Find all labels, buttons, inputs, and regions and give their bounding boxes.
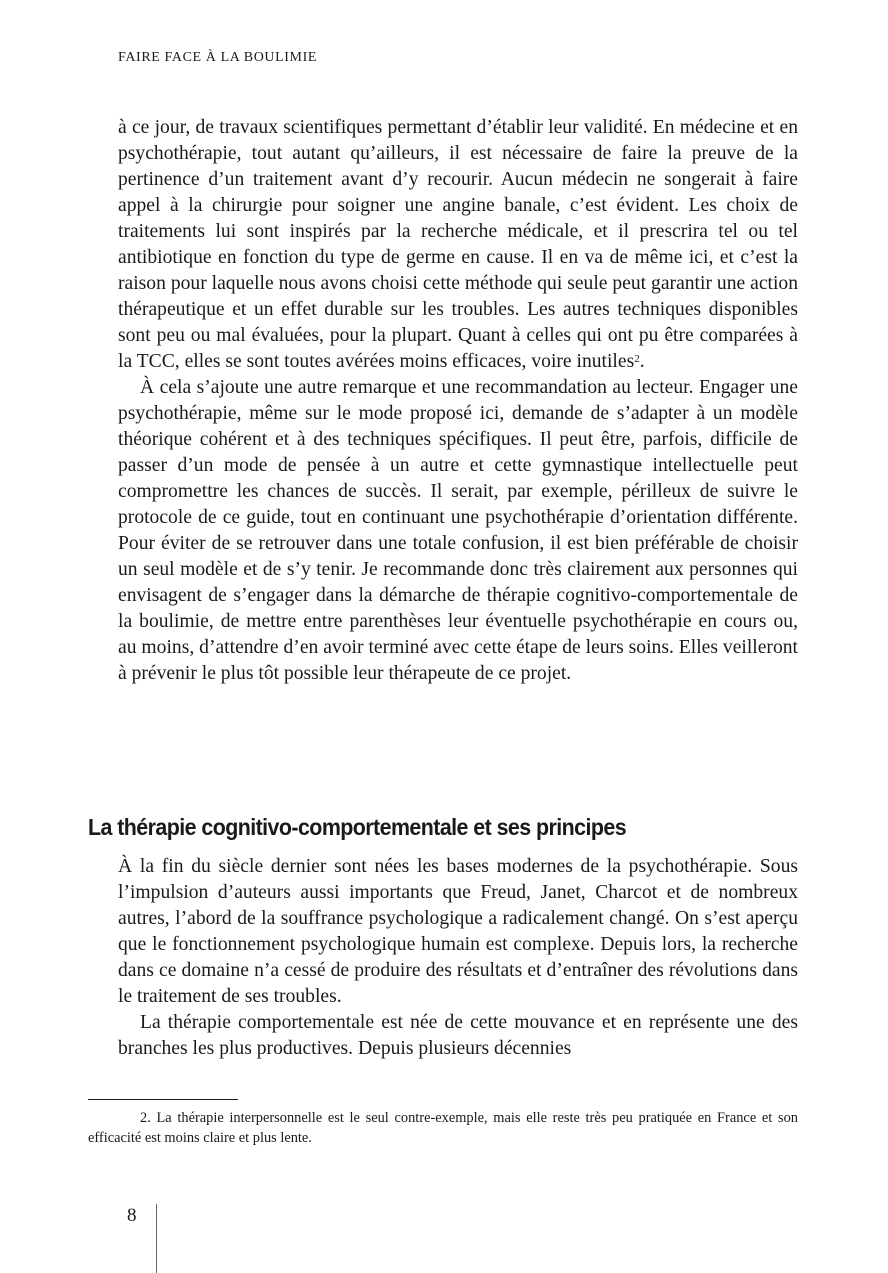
- paragraph: La thérapie comportementale est née de cette mouvance et en représente une des branches les plus productives. Depuis plusieurs décennies: [118, 1012, 798, 1059]
- footnote-reference[interactable]: 2: [634, 353, 640, 365]
- footnote: 2. La thérapie interpersonnelle est le seul contre-exemple, mais elle reste très peu pratiquée en France et son efficacité est moins claire et plus lente.: [88, 1110, 798, 1146]
- paragraph-text: à ce jour, de travaux scientifiques permettant d’établir leur validité. En médecine et en psychothérapie, tout autant qu’ailleurs, il est nécessaire de faire la preuve de la pertinence d’un traitement avant d’y recourir. Aucun médecin ne songerait à faire appel à la chirurgie pour soigner une angine banale, c’est évident. Les choix de traitements lui sont inspirés par la recherche médicale, et il prescrira tel ou tel antibiotique en fonction du type de germe en cause. Il en va de même ici, et c’est la raison pour laquelle nous avons choisi cette méthode qui seule peut garantir une action thérapeutique et un effet durable sur les troubles. Les autres techniques disponibles sont peu ou mal évaluées, pour la plupart. Quant à celles qui ont pu être comparées à la TCC, elles se sont toutes avérées moins efficaces, voire inutiles: [118, 117, 798, 372]
- paragraph: À cela s’ajoute une autre remarque et une recommandation au lecteur. Engager une psychothérapie, même sur le mode proposé ici, demande de s’adapter à un modèle théorique cohérent et à des techniques spécifiques. Il peut être, parfois, difficile de passer d’un mode de pensée à un autre et cette gymnastique intellectuelle peut compromettre les chances de succès. Il serait, par exemple, périlleux de suivre le protocole de ce guide, tout en continuant une psychothérapie d’orientation différente. Pour éviter de se retrouver dans une totale confusion, il est bien préférable de choisir un seul modèle et de s’y tenir. Je recommande donc très clairement aux personnes qui envisagent de s’engager dans la démarche de thérapie cognitivo-comportementale de la boulimie, de mettre entre parenthèses leur éventuelle psychothérapie en cours ou, au moins, d’attendre d’en avoir terminé avec cette étape de leurs soins. Elles veilleront à prévenir le plus tôt possible leur thérapeute de ce projet.: [118, 377, 798, 684]
- page-number: 8: [127, 1205, 137, 1226]
- footnote-divider: [88, 1099, 238, 1100]
- paragraph: [118, 115, 798, 375]
- body-text-section-2: [118, 854, 798, 1062]
- paragraph-end: .: [639, 351, 645, 372]
- section-heading: La thérapie cognitivo-comportementale et ses principes: [88, 814, 627, 840]
- body-text-section-1: [118, 115, 798, 687]
- margin-rule: [156, 1204, 157, 1273]
- running-head: FAIRE FACE À LA BOULIMIE: [118, 50, 317, 65]
- paragraph: À la fin du siècle dernier sont nées les bases modernes de la psychothérapie. Sous l’impulsion d’auteurs aussi importants que Freud, Janet, Charcot et de nombreux autres, l’abord de la souffrance psychologique a radicalement changé. On s’est aperçu que le fonctionnement psychologique humain est complexe. Depuis lors, la recherche dans ce domaine n’a cessé de produire des résultats et d’entraîner des révolutions dans le traitement de ses troubles.: [118, 856, 798, 1007]
